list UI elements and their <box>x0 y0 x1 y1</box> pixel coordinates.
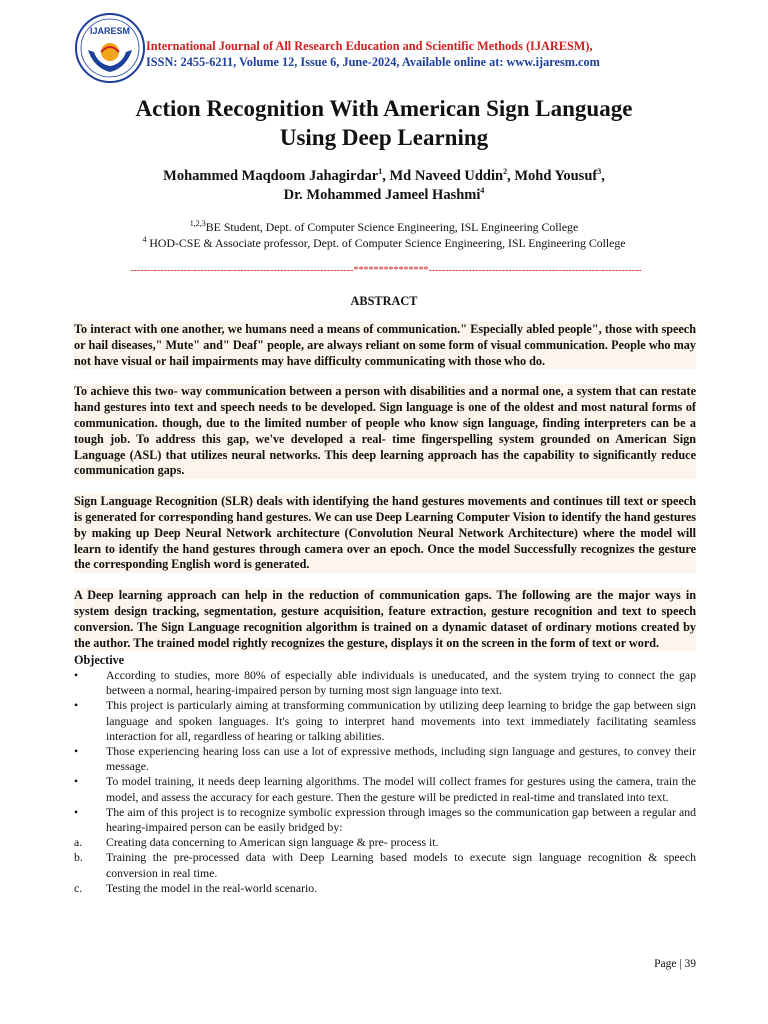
list-item-text: Training the pre-processed data with Deep Learning based models to execute sign language recognition & speech conversion in real time. <box>106 850 696 880</box>
affiliation-text: BE Student, Dept. of Computer Science Engineering, ISL Engineering College <box>205 220 579 234</box>
abstract-body <box>74 322 696 666</box>
list-item-text: Those experiencing hearing loss can use a lot of expressive methods, including sign language and gestures, to convey their message. <box>106 744 696 774</box>
list-item-text: The aim of this project is to recognize symbolic expression through images so the communication gap between a regular and hearing-impaired person can be easily bridged by: <box>106 804 696 835</box>
list-item <box>74 774 696 804</box>
bullet-marker: • <box>74 774 79 789</box>
affiliation-sup: 4 <box>142 235 147 245</box>
abstract-paragraph: A Deep learning approach can help in the reduction of communication gaps. The following are the major ways in system design tracking, segmentation, gesture acquisition, feature extraction, gesture recognition and text to speech conversion. The Sign Language recognition algorithm is trained on a dynamic dataset of ordinary motions created by the author. The trained model rightly recognizes the gesture, displays it on the screen in the form of text or word. <box>74 588 696 650</box>
author-name: Dr. Mohammed Jameel Hashmi <box>283 187 481 203</box>
affiliation-1 <box>0 219 768 235</box>
list-item <box>74 744 696 774</box>
abstract-paragraph: To interact with one another, we humans need a means of communication." Especially abled people", those with speech or hail diseases," Mute" and" Deaf" people, are always reliant on some form of visual communication. People who may not have visual or hail impairments may have difficulty communicating with those who do. <box>74 322 696 368</box>
author-sup: 3 <box>597 167 602 177</box>
author-sep: , <box>601 168 605 184</box>
list-item <box>74 668 696 698</box>
author-sup: 1 <box>378 167 383 177</box>
abstract-heading: ABSTRACT <box>350 294 418 308</box>
title-line-2: Using Deep Learning <box>279 125 489 150</box>
author-sep: , <box>507 168 515 184</box>
list-marker: a. <box>74 835 83 850</box>
issn-text: ISSN: 2455-6211, Volume 12, Issue 6, June-2024, Available online at: <box>146 55 507 69</box>
ijaresm-logo <box>74 12 146 84</box>
objective-list <box>74 668 696 896</box>
list-item-text: To model training, it needs deep learning algorithms. The model will collect frames for gestures using the camera, train the model, and assess the accuracy for each gesture. Then the gesture will be predicted in real-time and translated into text. <box>106 774 696 804</box>
list-item-text: This project is particularly aiming at transforming communication by utilizing deep learning to bridge the gap between sign language and spoken languages. It's going to interpret hand movements into text immediately facilitating seamless interaction for all, regardless of hearing or talking abilities. <box>106 698 696 743</box>
author-sup: 2 <box>503 167 508 177</box>
affiliation-text: HOD-CSE & Associate professor, Dept. of Computer Science Engineering, ISL Engineering College <box>146 236 626 250</box>
bullet-marker: • <box>74 698 79 713</box>
author-sep: , <box>382 168 390 184</box>
author-name: Mohd Yousuf <box>514 168 598 184</box>
abstract-paragraph: To achieve this two- way communication between a person with disabilities and a normal one, a system that can restate hand gestures into text and speech needs to be developed. Sign language is one of the oldest and most natural forms of communication. though, due to the limited number of people who know sign language, finding interpreters can be a tough job. To address this gap, we've developed a real- time fingerspelling system grounded on American Sign Language (ASL) that utilizes neural networks. This deep learning approach has the capability to significantly reduce communication gaps. <box>74 384 696 478</box>
author-name: Md Naveed Uddin <box>389 168 504 184</box>
list-item <box>74 850 696 880</box>
list-marker: b. <box>74 850 83 865</box>
journal-url[interactable]: www.ijaresm.com <box>506 55 600 69</box>
paper-title <box>0 94 768 152</box>
list-marker: c. <box>74 880 83 895</box>
page-number: Page | 39 <box>654 958 696 970</box>
affiliations <box>0 219 768 251</box>
bullet-marker: • <box>74 744 79 759</box>
logo-text: IJARESM <box>89 26 131 36</box>
author-name: Mohammed Maqdoom Jahagirdar <box>163 168 379 184</box>
bullet-marker: • <box>74 804 79 819</box>
section-separator: -------------------------------------------------------------------***************---------------------------------------------------------------- <box>130 265 642 276</box>
list-item <box>74 835 696 850</box>
bullet-marker: • <box>74 668 79 682</box>
list-item <box>74 805 696 835</box>
affiliation-sup: 1,2,3 <box>189 219 206 229</box>
list-item-text: Creating data concerning to American sign language & pre- process it. <box>106 835 439 850</box>
list-item <box>74 881 696 896</box>
issn-line <box>146 54 600 70</box>
list-item <box>74 698 696 744</box>
title-line-1: Action Recognition With American Sign Language <box>135 96 633 121</box>
author-line-2 <box>0 186 768 205</box>
abstract-paragraph: Sign Language Recognition (SLR) deals with identifying the hand gestures movements and continues till text or speech is generated for corresponding hand gestures. We can use Deep Learning Computer Vision to identify the hand gestures by making up Deep Neural Network architecture (Convolution Neural Network Architecture) where the model will learn to identify the hand gestures through camera over an epoch. Once the model Successfully recognizes the gesture the corresponding English word is generated. <box>74 494 696 572</box>
journal-header <box>146 38 600 70</box>
list-item-text: According to studies, more 80% of especially able individuals is uneducated, and the system trying to connect the gap between a normal, hearing-impaired person by turning most sign language into text. <box>106 668 696 698</box>
list-item-text: Testing the model in the real-world scenario. <box>106 880 318 895</box>
author-sup: 4 <box>480 186 485 196</box>
author-line-1 <box>0 167 768 186</box>
journal-name: International Journal of All Research Education and Scientific Methods (IJARESM), <box>146 39 593 53</box>
author-list <box>0 167 768 205</box>
affiliation-2 <box>0 235 768 251</box>
objective-heading: Objective <box>74 653 125 667</box>
